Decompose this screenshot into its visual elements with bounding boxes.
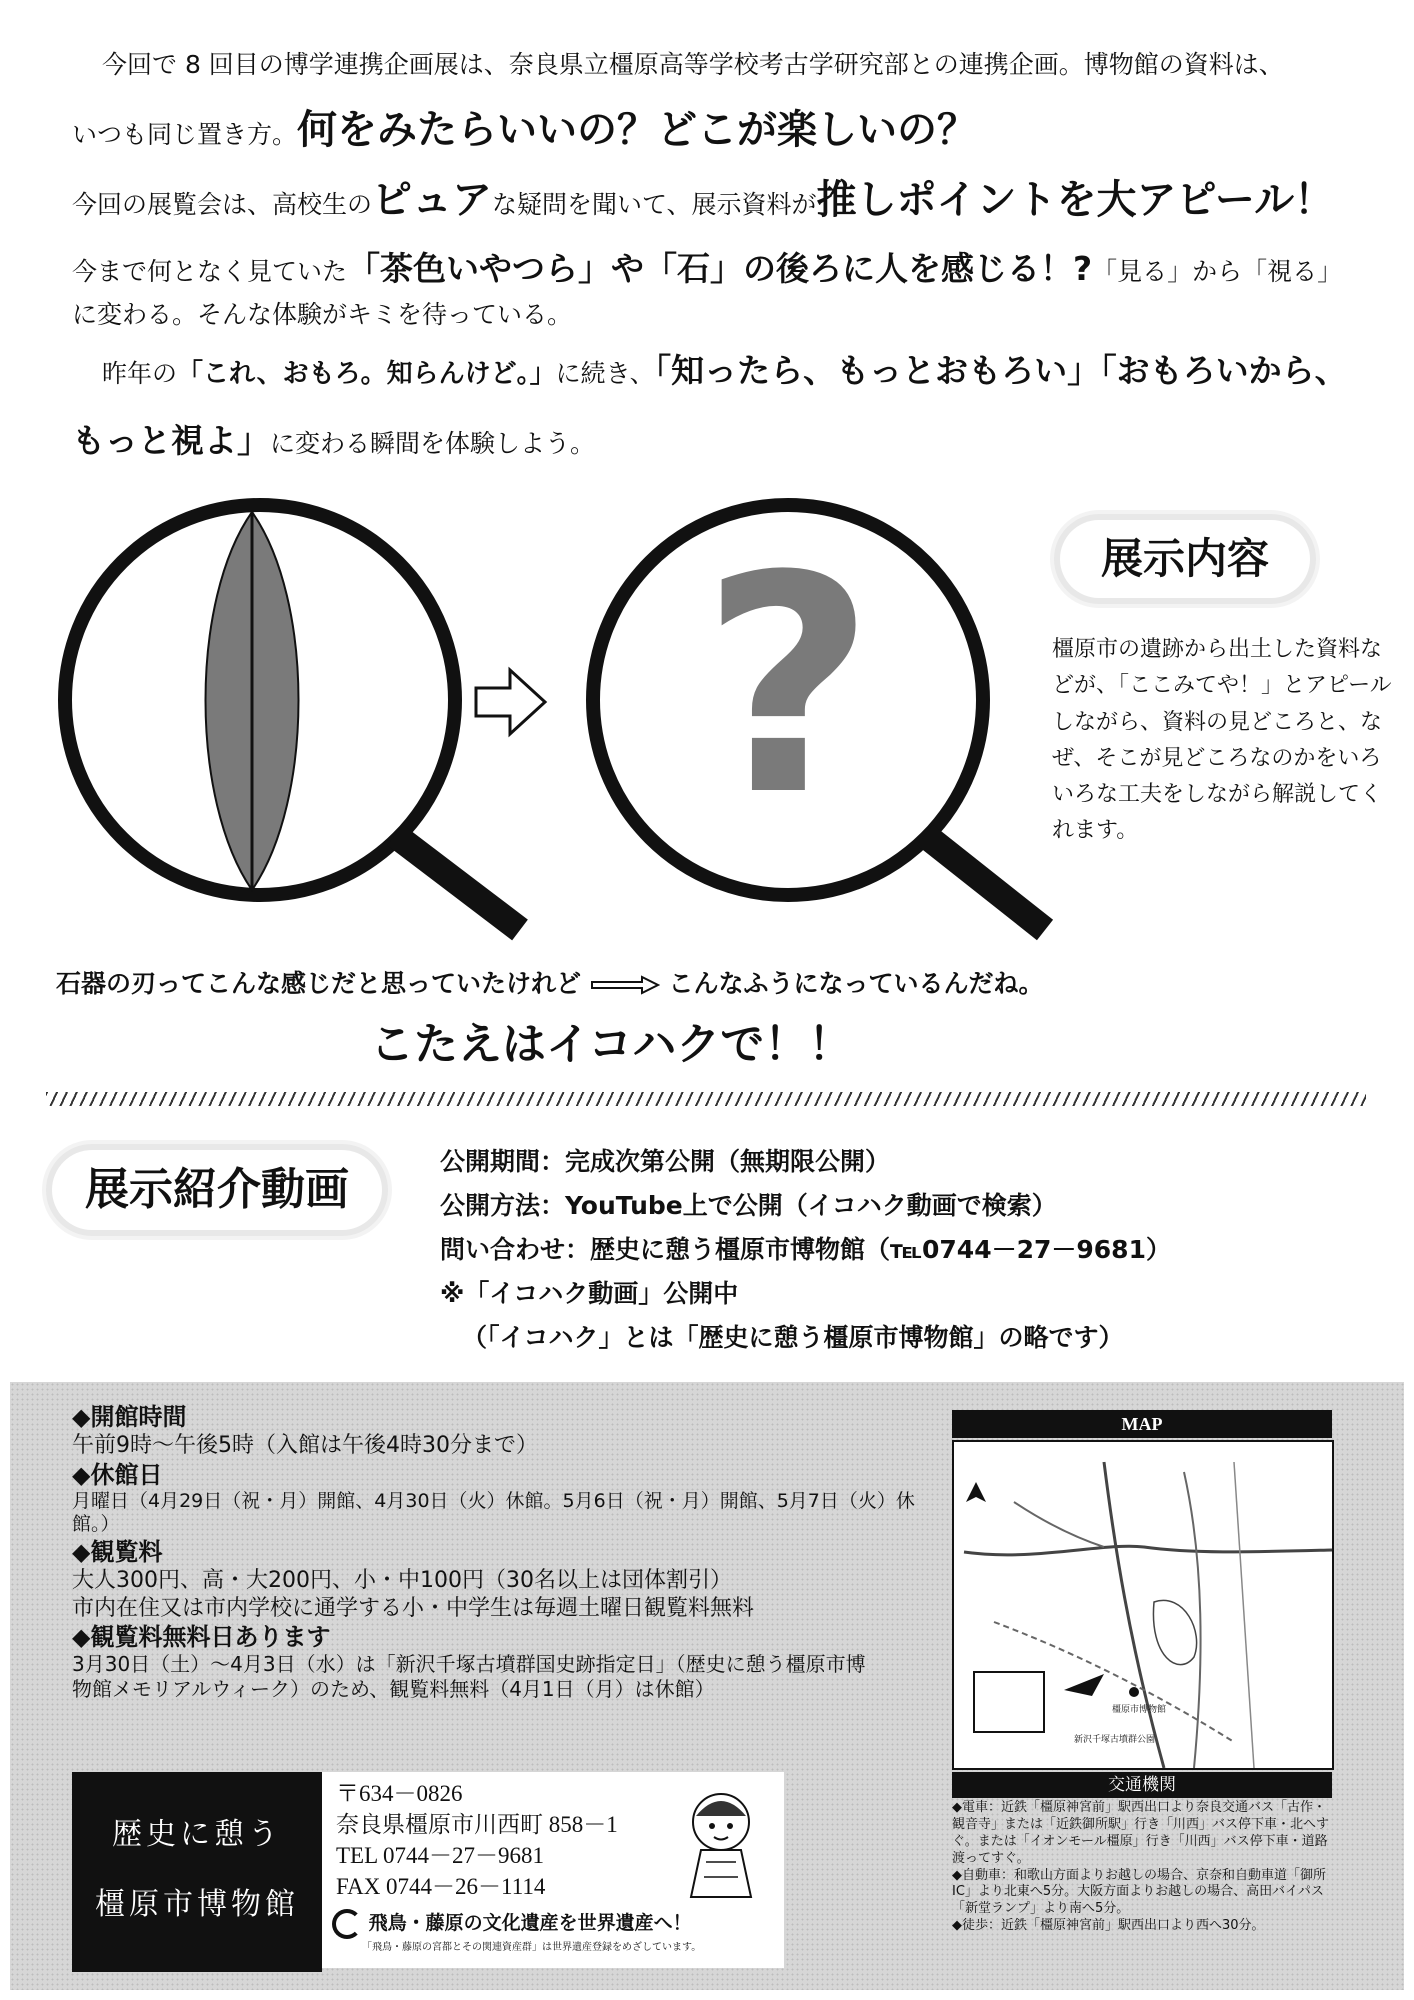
heritage-text: 飛鳥・藤原の文化遺産を世界遺産へ！ bbox=[368, 1912, 692, 1934]
video-note1: ※「イコハク動画」公開中 bbox=[440, 1279, 739, 1308]
intro-l3b: ピュア bbox=[372, 177, 493, 223]
intro-line-5: に変わる。そんな体験がキミを待っている。 bbox=[72, 300, 573, 329]
intro-l7b: に変わる瞬間を体験しよう。 bbox=[270, 429, 596, 458]
intro-l2b: 何をみたらいいの？どこが楽しいの？ bbox=[297, 107, 978, 153]
intro-line-2 bbox=[72, 107, 978, 153]
museum-tel: TEL 0744－27－9681 bbox=[336, 1843, 545, 1868]
map-label-park: 新沢千塚古墳群公園 bbox=[1074, 1735, 1156, 1745]
hours-value: 午前9時～午後5時（入館は午後4時30分まで） bbox=[72, 1433, 538, 1458]
illustration-caption bbox=[56, 964, 1043, 1000]
intro-l4b: 「茶色いやつら」や「石」の後ろに人を感じる！? bbox=[347, 249, 1093, 288]
answer-text: こたえはイコハクで！！ bbox=[370, 1019, 853, 1070]
heritage-subtext: 「飛鳥・藤原の宮都とその関連資産群」は世界遺産登録をめざしています。 bbox=[362, 1942, 702, 1953]
museum-address: 奈良県橿原市川西町 858－1 bbox=[336, 1812, 618, 1837]
intro-l3a: 今回の展覧会は、高校生の bbox=[72, 190, 373, 219]
museum-contact bbox=[336, 1778, 618, 1902]
outline-arrow-icon bbox=[476, 670, 545, 734]
access-title: 交通機関 bbox=[952, 1772, 1332, 1798]
intro-l4c: 「見る」から「視る」 bbox=[1092, 257, 1343, 286]
intro-line-7 bbox=[72, 421, 596, 460]
video-title: 展示紹介動画 bbox=[52, 1150, 382, 1230]
fee-value-2: 市内在住又は市内学校に通学する小・中学生は毎週土曜日観覧料無料 bbox=[72, 1595, 755, 1621]
map-title: MAP bbox=[952, 1410, 1332, 1438]
museum-name-1: 歴史に憩う bbox=[112, 1817, 282, 1852]
north-arrow-icon bbox=[966, 1482, 986, 1502]
video-note2: （「イコハク」とは「歴史に憩う橿原市博物館」の略です） bbox=[462, 1323, 1124, 1352]
caption-before: 石器の刃ってこんな感じだと思っていたけれど bbox=[56, 969, 582, 998]
video-method: 公開方法：YouTube上で公開（イコハク動画で検索） bbox=[440, 1191, 1057, 1220]
museum-name-2: 橿原市博物館 bbox=[95, 1887, 299, 1922]
video-period: 公開期間：完成次第公開（無期限公開） bbox=[440, 1147, 891, 1176]
closed-heading: ◆休館日 bbox=[72, 1460, 163, 1489]
hours-info bbox=[72, 1402, 942, 1702]
intro-l6a: 昨年の bbox=[102, 359, 178, 388]
mascot-icon bbox=[676, 1782, 766, 1902]
intro-l4a: 今まで何となく見ていた bbox=[72, 257, 348, 286]
intro-line-6 bbox=[102, 351, 1348, 390]
free-day-value-1: 3月30日（土）～4月3日（水）は「新沢千塚古墳群国史跡指定日」（歴史に憩う橿原市博 bbox=[72, 1652, 866, 1676]
map[interactable] bbox=[952, 1440, 1334, 1770]
access-car: ◆自動車：和歌山方面よりお越しの場合、京奈和自動車道「御所IC」より北東へ5分。大阪方面よりお越しの場合、高田バイパス「新堂ランプ」より南へ5分。 bbox=[952, 1867, 1326, 1917]
museum-logo bbox=[72, 1772, 322, 1972]
free-day-heading: ◆観覧料無料日あります bbox=[72, 1623, 331, 1651]
access-walk: ◆徒歩：近鉄「橿原神宮前」駅西出口より西へ30分。 bbox=[952, 1918, 1265, 1934]
museum-address-card bbox=[322, 1772, 784, 1968]
caption-after: こんなふうになっているんだね。 bbox=[668, 969, 1044, 998]
intro-l2a: いつも同じ置き方。 bbox=[72, 120, 298, 149]
museum-postal: 〒634－0826 bbox=[336, 1781, 463, 1806]
map-label-museum: 橿原市博物館 bbox=[1112, 1705, 1167, 1715]
museum-location-icon bbox=[1129, 1687, 1139, 1697]
intro-l7a: もっと視よ」 bbox=[72, 421, 270, 460]
video-info bbox=[440, 1140, 1171, 1360]
exhibit-description: 橿原市の遺跡から出土した資料などが、「ここみてや！」とアピールしながら、資料の見どころと、なぜ、そこが見どころなのかをいろいろな工夫をしながら解説してくれます。 bbox=[1052, 637, 1392, 844]
map-drawing bbox=[954, 1442, 1332, 1768]
fee-heading: ◆観覧料 bbox=[72, 1538, 163, 1566]
intro-line-4 bbox=[72, 249, 1343, 288]
map-pointer-icon bbox=[1064, 1674, 1104, 1696]
fee-value-1: 大人300円、高・大200円、小・中100円（30名以上は団体割引） bbox=[72, 1568, 732, 1593]
access-info bbox=[952, 1800, 1332, 1935]
video-contact: 問い合わせ：歴史に憩う橿原市博物館（℡0744－27－9681） bbox=[440, 1235, 1171, 1264]
free-day-value-2: 物館メモリアルウィーク）のため、観覧料無料（4月1日（月）は休館） bbox=[72, 1677, 715, 1701]
magnifier-question-icon bbox=[593, 505, 1045, 930]
magnifier-illustration bbox=[40, 490, 1060, 950]
closed-value: 月曜日（4月29日（祝・月）開館、4月30日（火）休館。5月6日（祝・月）開館、5月7日（火）休館。） bbox=[72, 1489, 915, 1536]
heritage-banner bbox=[332, 1908, 692, 1939]
intro-l6c: に続き、 bbox=[555, 359, 655, 388]
hatch-divider bbox=[46, 1092, 1366, 1106]
question-mark: ? bbox=[700, 512, 876, 861]
magnifier-stone-blade-icon bbox=[65, 505, 520, 930]
intro-l3c: な疑問を聞いて、展示資料が bbox=[492, 190, 817, 219]
museum-fax: FAX 0744－26－1114 bbox=[336, 1874, 546, 1899]
hours-heading: ◆開館時間 bbox=[72, 1403, 187, 1431]
intro-l3d: 推しポイントを大アピール！ bbox=[816, 177, 1335, 223]
intro-line-3 bbox=[72, 177, 1335, 223]
heritage-swirl-icon bbox=[332, 1909, 362, 1939]
intro-line-1: 今回で 8 回目の博学連携企画展は、奈良県立橿原高等学校考古学研究部との連携企画。博物館の資料は、 bbox=[102, 50, 1284, 79]
exhibit-title: 展示内容 bbox=[1060, 520, 1310, 598]
intro-l6d: 「知ったら、もっとおもろい」「おもろいから、 bbox=[654, 351, 1348, 390]
intro-l6b: 「これ、おもろ。知らんけど。」 bbox=[177, 359, 556, 389]
access-train: ◆電車：近鉄「橿原神宮前」駅西出口より奈良交通バス「古作・観音寺」または「近鉄御所駅」行き「川西」バス停下車・北へすぐ。または「イオンモール橿原」行き「川西」バス停下車・道路渡ってすぐ。 bbox=[952, 1800, 1330, 1866]
thin-arrow-icon bbox=[590, 975, 660, 995]
